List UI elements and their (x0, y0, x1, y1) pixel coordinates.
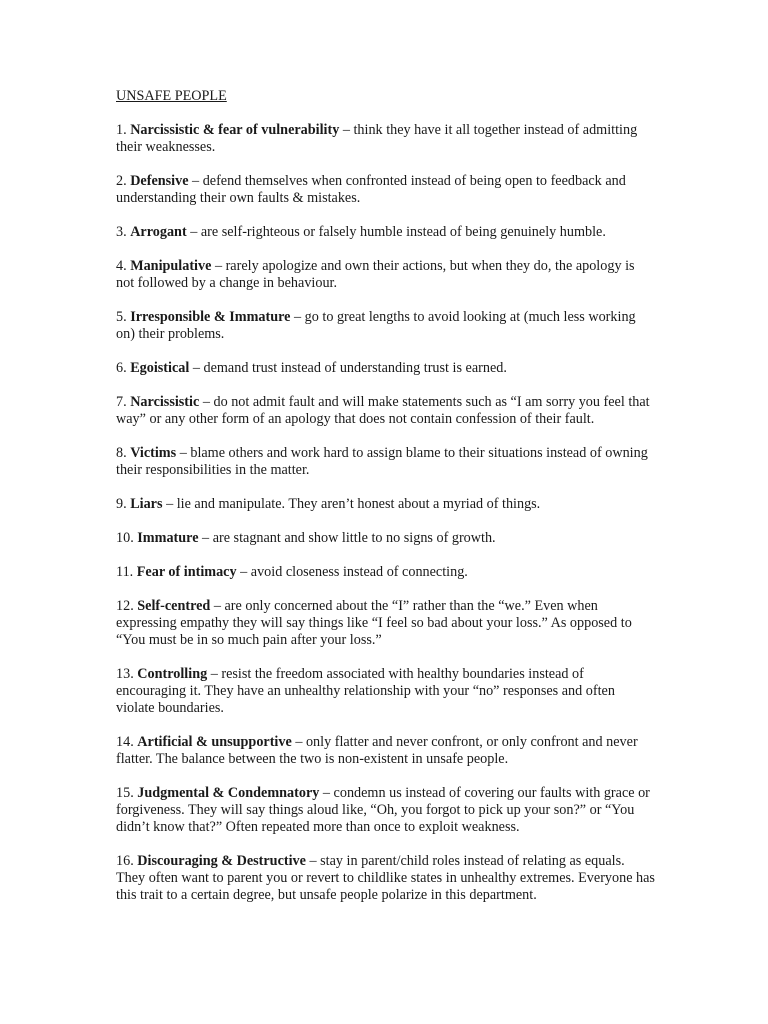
item-term: Narcissistic & fear of vulnerability (130, 122, 340, 138)
list-item (116, 173, 656, 207)
item-number: 4. (116, 258, 127, 274)
list-item (116, 122, 656, 156)
item-term: Arrogant (130, 224, 187, 240)
item-description: – defend themselves when confronted instead of being open to feedback and understanding their own faults & mistakes. (116, 173, 626, 206)
list-item (116, 598, 656, 649)
list-item (116, 224, 656, 241)
item-term: Narcissistic (130, 394, 200, 410)
item-description: – are only concerned about the “I” rather than the “we.” Even when expressing empathy they will say things like “I feel so bad about your loss.” As opposed to “You must be in so much pain after your loss.” (116, 598, 632, 648)
list-item (116, 445, 656, 479)
list-item (116, 309, 656, 343)
item-number: 11. (116, 564, 134, 580)
item-number: 16. (116, 853, 134, 869)
list-item (116, 666, 656, 717)
item-description: – do not admit fault and will make statements such as “I am sorry you feel that way” or any other form of an apology that does not contain confession of their fault. (116, 394, 650, 427)
list-item (116, 360, 656, 377)
item-term: Fear of intimacy (136, 564, 237, 580)
item-description: – only flatter and never confront, or only confront and never flatter. The balance between the two is non-existent in unsafe people. (116, 734, 638, 767)
item-term: Egoistical (130, 360, 190, 376)
item-number: 1. (116, 122, 127, 138)
item-term: Discouraging & Destructive (137, 853, 306, 869)
item-number: 5. (116, 309, 127, 325)
item-number: 8. (116, 445, 127, 461)
item-description: – rarely apologize and own their actions, but when they do, the apology is not followed by a change in behaviour. (116, 258, 635, 291)
list-item (116, 530, 656, 547)
list-item (116, 853, 656, 904)
item-term: Controlling (137, 666, 208, 682)
item-number: 13. (116, 666, 134, 682)
item-description: – avoid closeness instead of connecting. (240, 564, 468, 580)
document-page (116, 88, 656, 921)
item-term: Self-centred (137, 598, 211, 614)
item-description: – are stagnant and show little to no signs of growth. (202, 530, 496, 546)
item-number: 10. (116, 530, 134, 546)
item-term: Immature (137, 530, 199, 546)
item-description: – go to great lengths to avoid looking at (much less working on) their problems. (116, 309, 636, 342)
item-term: Manipulative (130, 258, 212, 274)
item-number: 2. (116, 173, 127, 189)
item-term: Irresponsible & Immature (130, 309, 291, 325)
list-item (116, 496, 656, 513)
item-description: – are self-righteous or falsely humble instead of being genuinely humble. (190, 224, 606, 240)
item-number: 7. (116, 394, 127, 410)
item-description: – condemn us instead of covering our faults with grace or forgiveness. They will say things aloud like, “Oh, you forgot to pick up your son?” or “You didn’t know that?” Often repeated more than once to exploit weakness. (116, 785, 650, 835)
item-description: – lie and manipulate. They aren’t honest about a myriad of things. (166, 496, 541, 512)
list-item (116, 785, 656, 836)
list-item (116, 394, 656, 428)
list-item (116, 564, 656, 581)
item-number: 15. (116, 785, 134, 801)
item-number: 14. (116, 734, 134, 750)
item-number: 3. (116, 224, 127, 240)
item-number: 12. (116, 598, 134, 614)
item-description: – stay in parent/child roles instead of relating as equals. They often want to parent you or revert to childlike states in unhealthy extremes. Everyone has this trait to a certain degree, but unsafe people polarize in this department. (116, 853, 655, 903)
item-term: Defensive (130, 173, 189, 189)
item-term: Victims (130, 445, 177, 461)
list-item (116, 258, 656, 292)
item-description: – think they have it all together instead of admitting their weaknesses. (116, 122, 638, 155)
item-description: – blame others and work hard to assign blame to their situations instead of owning their responsibilities in the matter. (116, 445, 648, 478)
document-title: UNSAFE PEOPLE (116, 88, 227, 104)
item-description: – demand trust instead of understanding trust is earned. (192, 360, 507, 376)
item-term: Artificial & unsupportive (137, 734, 292, 750)
item-term: Judgmental & Condemnatory (137, 785, 320, 801)
list-item (116, 734, 656, 768)
item-description: – resist the freedom associated with healthy boundaries instead of encouraging it. They have an unhealthy relationship with your “no” responses and often violate boundaries. (116, 666, 615, 716)
item-number: 9. (116, 496, 127, 512)
item-number: 6. (116, 360, 127, 376)
item-term: Liars (130, 496, 163, 512)
